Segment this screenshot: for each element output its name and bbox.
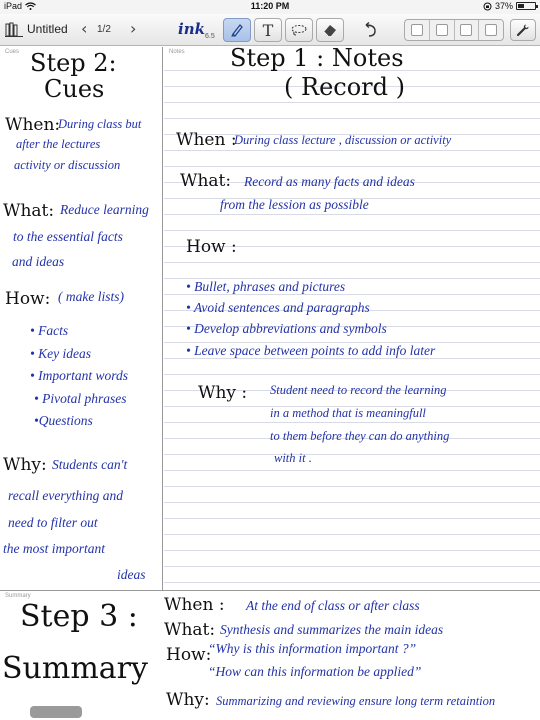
pen-icon bbox=[230, 23, 244, 37]
cues-when-line: During class but bbox=[58, 117, 142, 131]
cues-why-line: ideas bbox=[117, 567, 146, 582]
swatch-square-icon bbox=[485, 24, 497, 36]
summary-heading-title: Summary bbox=[2, 651, 148, 686]
status-bar bbox=[0, 0, 540, 14]
cues-how-item: • Facts bbox=[30, 323, 69, 338]
cues-why-line: need to filter out bbox=[8, 515, 98, 530]
notes-heading-step: Step 1 : Notes bbox=[230, 44, 404, 72]
cues-what-label: What: bbox=[3, 201, 55, 221]
summary-how-label: How: bbox=[166, 645, 212, 665]
color-swatch[interactable] bbox=[430, 20, 455, 40]
toolbar bbox=[0, 14, 540, 46]
summary-what-label: What: bbox=[164, 620, 216, 640]
summary-what-text: Synthesis and summarizes the main ideas bbox=[220, 622, 444, 637]
document-title[interactable]: Untitled bbox=[27, 22, 68, 36]
app-logo: ink bbox=[178, 20, 205, 38]
cues-what-line: and ideas bbox=[12, 254, 65, 269]
swatch-square-icon bbox=[460, 24, 472, 36]
color-swatches bbox=[404, 19, 504, 41]
rotation-lock-icon bbox=[483, 2, 492, 11]
section-label-notes: Notes bbox=[169, 49, 185, 55]
section-label-cues: Cues bbox=[5, 49, 20, 55]
previous-page-button[interactable]: ‹ bbox=[81, 19, 88, 38]
settings-button[interactable] bbox=[510, 19, 536, 41]
next-page-button[interactable]: › bbox=[130, 19, 137, 38]
cues-what-line: Reduce learning bbox=[60, 202, 149, 217]
battery-percent: 37% bbox=[494, 1, 513, 11]
cues-how-item: • Important words bbox=[30, 368, 128, 383]
app-version: 6.5 bbox=[205, 33, 215, 40]
cues-when-line: after the lectures bbox=[16, 137, 101, 151]
color-swatch[interactable] bbox=[479, 20, 503, 40]
notes-bullet: • Develop abbreviations and symbols bbox=[186, 321, 387, 336]
cues-column[interactable] bbox=[0, 47, 163, 590]
text-icon: T bbox=[262, 20, 274, 40]
eraser-tool-button[interactable] bbox=[316, 18, 344, 42]
notes-column[interactable] bbox=[164, 44, 540, 590]
notes-why-line: Student need to record the learning bbox=[270, 383, 447, 397]
cues-how-item: •Questions bbox=[34, 413, 93, 428]
summary-when-text: At the end of class or after class bbox=[246, 598, 420, 613]
summary-heading-step: Step 3 : bbox=[20, 599, 138, 634]
summary-when-label: When : bbox=[164, 595, 225, 615]
notes-when-text: During class lecture , discussion or activity bbox=[234, 133, 452, 147]
cues-heading-title: Cues bbox=[44, 75, 105, 103]
lasso-tool-button[interactable] bbox=[285, 18, 313, 42]
notebook-page[interactable] bbox=[0, 44, 540, 720]
notes-what-line: Record as many facts and ideas bbox=[244, 174, 415, 189]
cues-why-line: the most important bbox=[3, 541, 106, 556]
cues-how-item: • Key ideas bbox=[30, 346, 91, 361]
notes-bullet: • Leave space between points to add info later bbox=[186, 343, 436, 358]
notes-why-line: in a method that is meaningfull bbox=[270, 406, 426, 420]
notes-when-label: When : bbox=[176, 130, 237, 150]
lasso-icon bbox=[290, 24, 308, 36]
color-swatch[interactable] bbox=[405, 20, 430, 40]
summary-why-label: Why: bbox=[166, 690, 210, 710]
cues-how-item: • Pivotal phrases bbox=[34, 391, 127, 406]
notes-why-line: with it . bbox=[274, 451, 312, 465]
notes-bullet: • Avoid sentences and paragraphs bbox=[186, 300, 370, 315]
cues-when-line: activity or discussion bbox=[14, 158, 121, 172]
page-scroll-handle[interactable] bbox=[30, 706, 82, 718]
text-tool-button[interactable] bbox=[254, 18, 282, 42]
notes-what-label: What: bbox=[180, 171, 232, 191]
cues-why-label: Why: bbox=[3, 455, 47, 475]
notes-heading-title: ( Record ) bbox=[284, 73, 405, 101]
wrench-icon bbox=[516, 23, 530, 37]
device-name: iPad bbox=[4, 1, 23, 11]
cues-what-line: to the essential facts bbox=[13, 229, 123, 244]
cues-why-line: recall everything and bbox=[8, 488, 123, 503]
summary-how-line: “Why is this information important ?” bbox=[208, 641, 417, 656]
cues-how-label: How: bbox=[5, 289, 51, 309]
page-indicator: 1/2 bbox=[97, 24, 111, 35]
battery-icon bbox=[516, 2, 536, 10]
swatch-square-icon bbox=[411, 24, 423, 36]
notes-why-line: to them before they can do anything bbox=[270, 429, 450, 443]
notes-how-label: How : bbox=[186, 237, 237, 257]
section-label-summary: Summary bbox=[5, 593, 31, 599]
cues-how-note: ( make lists) bbox=[58, 289, 124, 304]
summary-why-text: Summarizing and reviewing ensure long term retaintion bbox=[216, 694, 496, 708]
pen-tool-button[interactable] bbox=[223, 18, 251, 42]
notes-why-label: Why : bbox=[198, 383, 248, 403]
cues-when-label: When: bbox=[5, 115, 61, 135]
library-icon[interactable] bbox=[5, 22, 23, 37]
swatch-square-icon bbox=[436, 24, 448, 36]
eraser-icon bbox=[322, 23, 338, 37]
notes-what-line: from the lession as possible bbox=[220, 197, 369, 212]
notes-bullet: • Bullet, phrases and pictures bbox=[186, 279, 346, 294]
summary-how-line: “How can this information be applied” bbox=[208, 664, 422, 679]
summary-section[interactable] bbox=[0, 590, 540, 720]
undo-icon[interactable] bbox=[362, 22, 378, 38]
clock: 11:20 PM bbox=[250, 1, 290, 11]
cues-why-line: Students can't bbox=[52, 457, 128, 472]
color-swatch[interactable] bbox=[455, 20, 480, 40]
cues-heading-step: Step 2: bbox=[30, 49, 117, 77]
